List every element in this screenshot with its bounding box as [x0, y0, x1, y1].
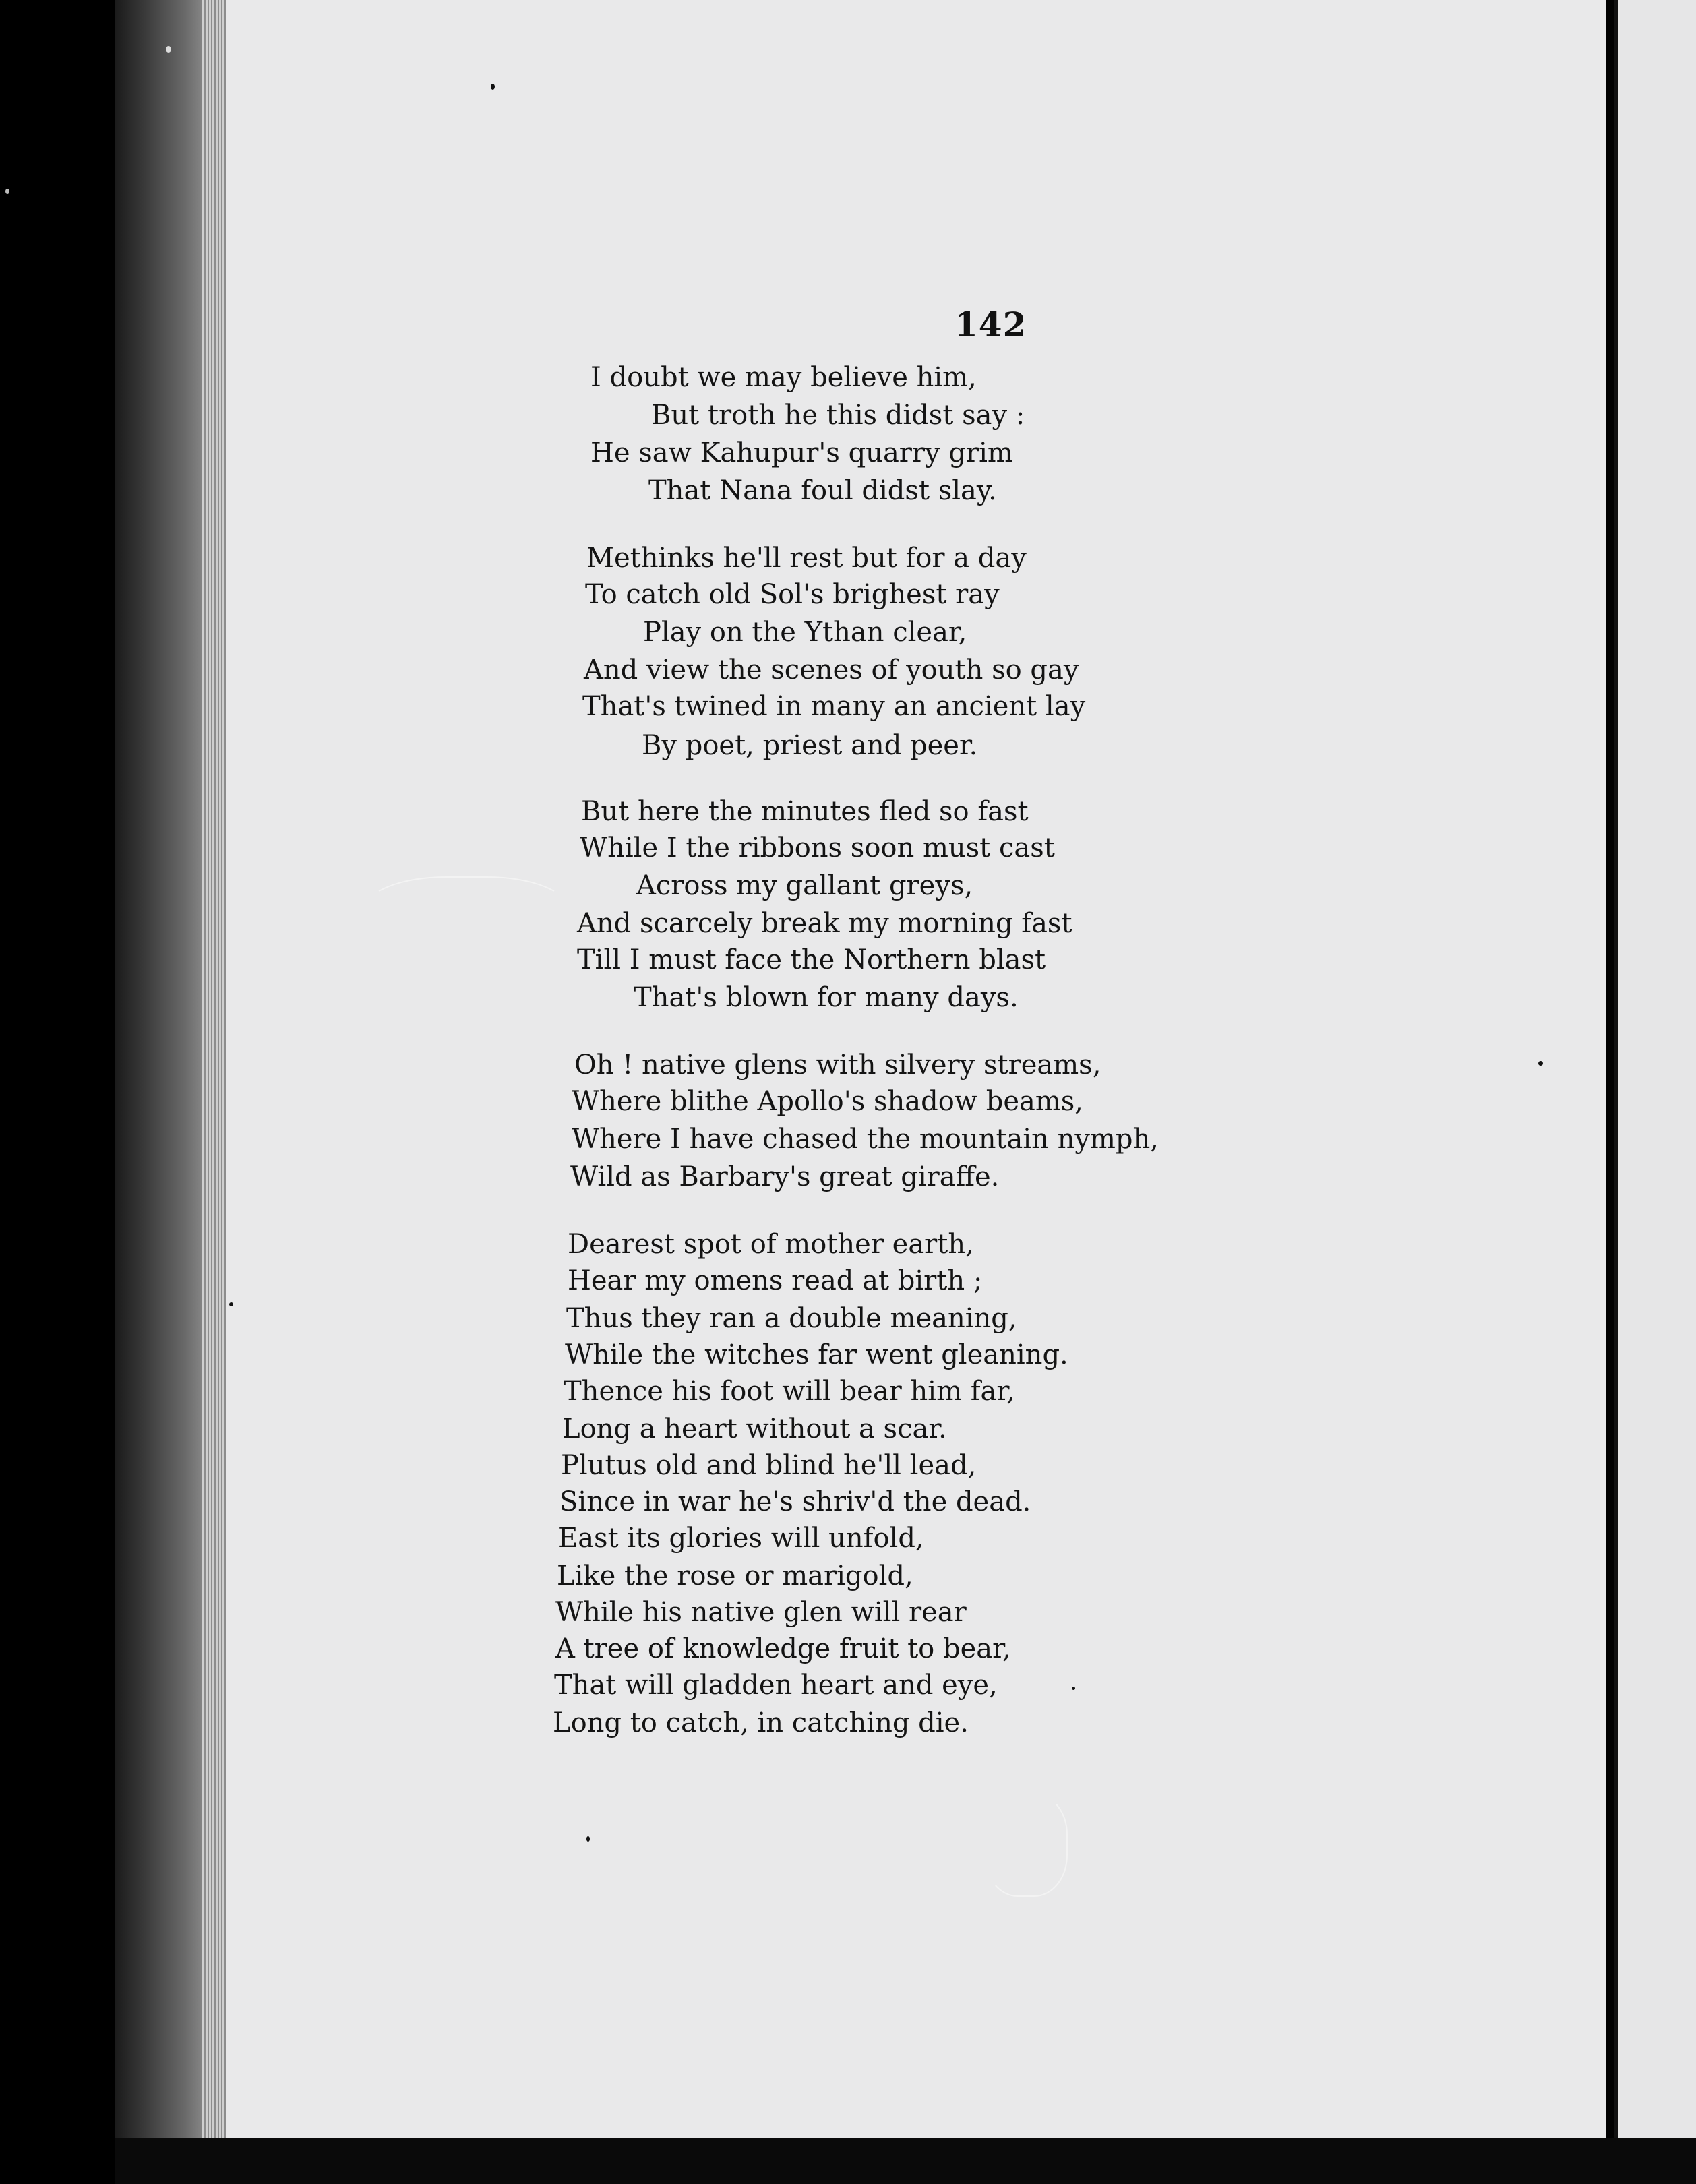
poem-line: Since in war he's shriv'd the dead.: [559, 1486, 1031, 1517]
poem-line: Long a heart without a scar.: [562, 1414, 947, 1445]
poem-line: Across my gallant greys,: [636, 870, 973, 901]
poem-line: And view the scenes of youth so gay: [584, 655, 1079, 686]
poem-line: Dearest spot of mother earth,: [568, 1229, 974, 1260]
poem-line: Thus they ran a double meaning,: [566, 1303, 1017, 1334]
poem-line: East its glories will unfold,: [558, 1523, 924, 1554]
poem-line: I doubt we may believe him,: [590, 362, 977, 393]
poem-line: That will gladden heart and eye,: [554, 1670, 998, 1701]
page-number: 142: [955, 305, 1027, 344]
poem-line: While I the ribbons soon must cast: [580, 832, 1055, 863]
poem-line: To catch old Sol's brighest ray: [585, 579, 1000, 610]
poem-line: Plutus old and blind he'll lead,: [561, 1450, 977, 1481]
poem-line: Thence his foot will bear him far,: [564, 1376, 1015, 1407]
poem-line: Till I must face the Northern blast: [577, 944, 1046, 975]
poem-line: Like the rose or marigold,: [557, 1560, 913, 1591]
poem-line: He saw Kahupur's quarry grim: [590, 437, 1013, 468]
poem-line: Long to catch, in catching die.: [553, 1707, 969, 1738]
poem-line: That's twined in many an ancient lay: [582, 691, 1086, 722]
poem-line: While the witches far went gleaning.: [565, 1339, 1068, 1370]
poem-line: But here the minutes fled so fast: [581, 796, 1029, 827]
poem-line: A tree of knowledge fruit to bear,: [555, 1633, 1011, 1664]
poem-line: That's blown for many days.: [634, 982, 1019, 1013]
poem-line: Wild as Barbary's great giraffe.: [570, 1161, 1000, 1192]
poem-line: By poet, priest and peer.: [642, 730, 978, 761]
poem-line: That Nana foul didst slay.: [648, 475, 997, 506]
poem-line: Where I have chased the mountain nymph,: [572, 1124, 1159, 1155]
poem-line: Where blithe Apollo's shadow beams,: [572, 1086, 1084, 1117]
poem-line: Hear my omens read at birth ;: [568, 1265, 983, 1296]
poem-line: While his native glen will rear: [555, 1597, 967, 1628]
poem-line: But troth he this didst say :: [651, 400, 1025, 431]
poem-line: Play on the Ythan clear,: [643, 617, 967, 648]
poem-line: And scarcely break my morning fast: [577, 908, 1072, 939]
poem-line: Methinks he'll rest but for a day: [586, 543, 1027, 574]
poem-line: Oh ! native glens with silvery streams,: [574, 1050, 1101, 1081]
